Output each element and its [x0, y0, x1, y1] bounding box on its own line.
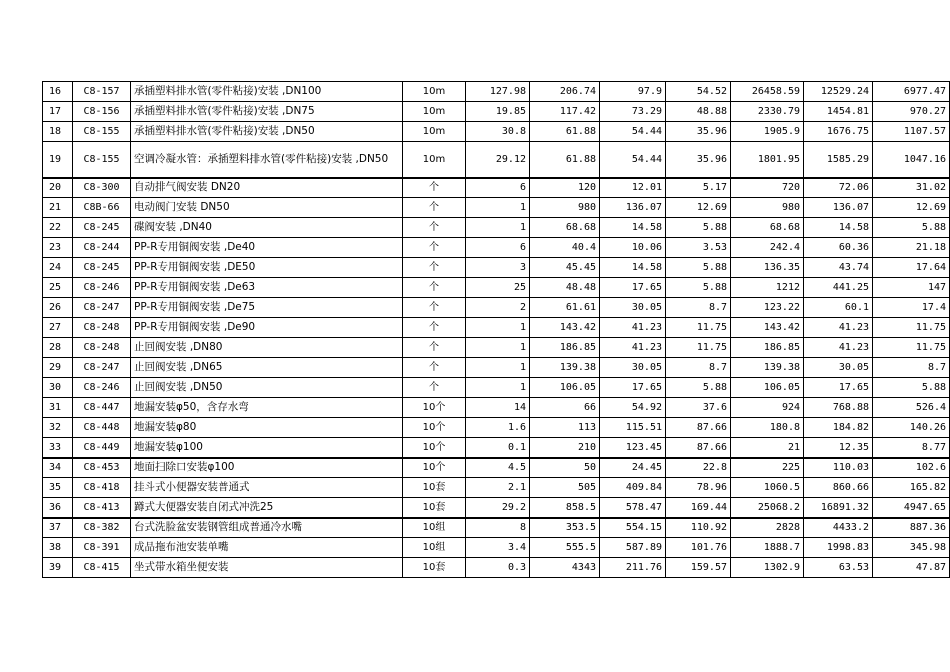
item-number: 28	[43, 338, 73, 358]
item-unit: 10套	[403, 478, 466, 498]
item-labor-cost: 14.58	[600, 258, 666, 278]
item-quantity: 0.1	[466, 438, 530, 458]
item-labor-cost: 10.06	[600, 238, 666, 258]
table-row	[43, 298, 950, 318]
item-total-price: 1801.95	[731, 142, 804, 178]
item-labor-cost: 211.76	[600, 558, 666, 578]
item-code: C8-447	[73, 398, 131, 418]
item-quantity: 3	[466, 258, 530, 278]
item-labor-total: 110.03	[804, 458, 873, 478]
item-code: C8-247	[73, 358, 131, 378]
item-labor-cost: 409.84	[600, 478, 666, 498]
item-name: 承插塑料排水管(零件粘接)安装 ,DN75	[131, 102, 403, 122]
item-quantity: 2	[466, 298, 530, 318]
table-row	[43, 218, 950, 238]
item-machine-total: 17.4	[873, 298, 950, 318]
item-quantity: 2.1	[466, 478, 530, 498]
item-machine-total: 17.64	[873, 258, 950, 278]
item-unit: 10组	[403, 518, 466, 538]
item-total-price: 2330.79	[731, 102, 804, 122]
item-labor-cost: 97.9	[600, 82, 666, 102]
item-machine-cost: 87.66	[666, 438, 731, 458]
item-code: C8-448	[73, 418, 131, 438]
item-machine-total: 21.18	[873, 238, 950, 258]
item-quantity: 29.12	[466, 142, 530, 178]
quantity-table	[42, 81, 950, 578]
item-labor-cost: 14.58	[600, 218, 666, 238]
item-name: 成品拖布池安装单嘴	[131, 538, 403, 558]
item-total-price: 980	[731, 198, 804, 218]
item-labor-cost: 17.65	[600, 378, 666, 398]
item-base-price: 353.5	[530, 518, 600, 538]
table-row	[43, 478, 950, 498]
item-labor-cost: 30.05	[600, 298, 666, 318]
item-machine-cost: 110.92	[666, 518, 731, 538]
item-base-price: 61.88	[530, 122, 600, 142]
item-labor-total: 30.05	[804, 358, 873, 378]
item-labor-cost: 41.23	[600, 318, 666, 338]
item-quantity: 4.5	[466, 458, 530, 478]
item-labor-cost: 24.45	[600, 458, 666, 478]
item-number: 16	[43, 82, 73, 102]
item-labor-total: 136.07	[804, 198, 873, 218]
item-code: C8-155	[73, 142, 131, 178]
item-name: 空调冷凝水管：承插塑料排水管(零件粘接)安装 ,DN50	[131, 142, 403, 178]
item-number: 37	[43, 518, 73, 538]
item-machine-total: 8.77	[873, 438, 950, 458]
item-quantity: 29.2	[466, 498, 530, 518]
item-machine-total: 8.7	[873, 358, 950, 378]
item-quantity: 30.8	[466, 122, 530, 142]
item-base-price: 113	[530, 418, 600, 438]
item-code: C8-246	[73, 278, 131, 298]
item-machine-total: 140.26	[873, 418, 950, 438]
item-unit: 个	[403, 358, 466, 378]
item-unit: 个	[403, 218, 466, 238]
item-labor-total: 12529.24	[804, 82, 873, 102]
item-total-price: 2828	[731, 518, 804, 538]
item-machine-total: 4947.65	[873, 498, 950, 518]
item-code: C8-248	[73, 318, 131, 338]
item-quantity: 6	[466, 238, 530, 258]
item-machine-cost: 5.88	[666, 218, 731, 238]
item-labor-total: 4433.2	[804, 518, 873, 538]
item-unit: 10个	[403, 398, 466, 418]
item-code: C8-247	[73, 298, 131, 318]
item-labor-total: 768.88	[804, 398, 873, 418]
item-labor-total: 1585.29	[804, 142, 873, 178]
item-machine-total: 12.69	[873, 198, 950, 218]
item-base-price: 505	[530, 478, 600, 498]
item-total-price: 924	[731, 398, 804, 418]
table-row	[43, 82, 950, 102]
item-code: C8-391	[73, 538, 131, 558]
item-quantity: 8	[466, 518, 530, 538]
item-name: 止回阀安装 ,DN65	[131, 358, 403, 378]
item-code: C8-246	[73, 378, 131, 398]
table-row	[43, 198, 950, 218]
item-base-price: 858.5	[530, 498, 600, 518]
item-name: 承插塑料排水管(零件粘接)安装 ,DN50	[131, 122, 403, 142]
item-machine-total: 11.75	[873, 318, 950, 338]
item-machine-cost: 37.6	[666, 398, 731, 418]
item-total-price: 68.68	[731, 218, 804, 238]
item-code: C8-245	[73, 258, 131, 278]
item-machine-total: 1107.57	[873, 122, 950, 142]
item-machine-cost: 8.7	[666, 358, 731, 378]
item-total-price: 136.35	[731, 258, 804, 278]
item-total-price: 26458.59	[731, 82, 804, 102]
item-labor-total: 860.66	[804, 478, 873, 498]
item-labor-cost: 54.44	[600, 122, 666, 142]
table-row	[43, 338, 950, 358]
item-base-price: 555.5	[530, 538, 600, 558]
item-machine-cost: 101.76	[666, 538, 731, 558]
item-labor-cost: 17.65	[600, 278, 666, 298]
item-number: 22	[43, 218, 73, 238]
item-machine-cost: 5.88	[666, 278, 731, 298]
item-total-price: 1888.7	[731, 538, 804, 558]
item-labor-total: 12.35	[804, 438, 873, 458]
item-code: C8-156	[73, 102, 131, 122]
item-number: 17	[43, 102, 73, 122]
item-base-price: 120	[530, 178, 600, 198]
item-number: 27	[43, 318, 73, 338]
item-total-price: 242.4	[731, 238, 804, 258]
item-quantity: 1.6	[466, 418, 530, 438]
item-name: 地面扫除口安装φ100	[131, 458, 403, 478]
item-number: 39	[43, 558, 73, 578]
item-labor-cost: 136.07	[600, 198, 666, 218]
item-code: C8-155	[73, 122, 131, 142]
item-machine-total: 526.4	[873, 398, 950, 418]
item-labor-total: 1676.75	[804, 122, 873, 142]
item-labor-total: 41.23	[804, 318, 873, 338]
item-labor-cost: 73.29	[600, 102, 666, 122]
item-base-price: 139.38	[530, 358, 600, 378]
item-name: PP-R专用铜阀安装 ,DE50	[131, 258, 403, 278]
item-code: C8-248	[73, 338, 131, 358]
item-number: 38	[43, 538, 73, 558]
table-row	[43, 558, 950, 578]
item-quantity: 0.3	[466, 558, 530, 578]
item-number: 21	[43, 198, 73, 218]
item-machine-total: 11.75	[873, 338, 950, 358]
item-labor-total: 1998.83	[804, 538, 873, 558]
table-row	[43, 518, 950, 538]
item-name: 止回阀安装 ,DN50	[131, 378, 403, 398]
item-machine-cost: 5.88	[666, 378, 731, 398]
item-name: 台式洗脸盆安装钢管组成普通冷水嘴	[131, 518, 403, 538]
item-quantity: 1	[466, 198, 530, 218]
item-labor-cost: 578.47	[600, 498, 666, 518]
item-labor-total: 1454.81	[804, 102, 873, 122]
item-machine-cost: 12.69	[666, 198, 731, 218]
item-labor-cost: 115.51	[600, 418, 666, 438]
item-code: C8-300	[73, 178, 131, 198]
table-body	[43, 82, 950, 578]
item-number: 34	[43, 458, 73, 478]
item-machine-cost: 11.75	[666, 318, 731, 338]
item-machine-cost: 3.53	[666, 238, 731, 258]
item-unit: 10组	[403, 538, 466, 558]
item-number: 24	[43, 258, 73, 278]
item-machine-cost: 35.96	[666, 142, 731, 178]
item-name: 蹲式大便器安装自闭式冲洗25	[131, 498, 403, 518]
item-machine-cost: 87.66	[666, 418, 731, 438]
item-machine-cost: 5.17	[666, 178, 731, 198]
item-code: C8-382	[73, 518, 131, 538]
item-base-price: 206.74	[530, 82, 600, 102]
item-base-price: 66	[530, 398, 600, 418]
item-unit: 10个	[403, 438, 466, 458]
item-base-price: 4343	[530, 558, 600, 578]
item-quantity: 1	[466, 338, 530, 358]
item-number: 20	[43, 178, 73, 198]
table-row	[43, 438, 950, 458]
table-row	[43, 142, 950, 178]
item-number: 18	[43, 122, 73, 142]
item-base-price: 61.61	[530, 298, 600, 318]
item-total-price: 123.22	[731, 298, 804, 318]
item-quantity: 127.98	[466, 82, 530, 102]
item-unit: 个	[403, 298, 466, 318]
item-base-price: 106.05	[530, 378, 600, 398]
item-unit: 个	[403, 378, 466, 398]
item-unit: 10个	[403, 458, 466, 478]
item-name: PP-R专用铜阀安装 ,De40	[131, 238, 403, 258]
item-number: 35	[43, 478, 73, 498]
item-unit: 个	[403, 258, 466, 278]
item-total-price: 1302.9	[731, 558, 804, 578]
item-name: PP-R专用铜阀安装 ,De75	[131, 298, 403, 318]
item-name: 电动阀门安装 DN50	[131, 198, 403, 218]
item-code: C8-453	[73, 458, 131, 478]
item-labor-cost: 54.44	[600, 142, 666, 178]
item-labor-total: 63.53	[804, 558, 873, 578]
table-row	[43, 458, 950, 478]
item-unit: 10套	[403, 498, 466, 518]
table-row	[43, 418, 950, 438]
item-code: C8-245	[73, 218, 131, 238]
table-row	[43, 278, 950, 298]
item-labor-total: 43.74	[804, 258, 873, 278]
item-labor-cost: 30.05	[600, 358, 666, 378]
item-machine-cost: 8.7	[666, 298, 731, 318]
item-machine-total: 970.27	[873, 102, 950, 122]
item-machine-total: 5.88	[873, 378, 950, 398]
item-number: 30	[43, 378, 73, 398]
item-name: PP-R专用铜阀安装 ,De90	[131, 318, 403, 338]
table-row	[43, 318, 950, 338]
item-labor-total: 72.06	[804, 178, 873, 198]
item-total-price: 25068.2	[731, 498, 804, 518]
item-machine-total: 1047.16	[873, 142, 950, 178]
item-labor-cost: 12.01	[600, 178, 666, 198]
item-total-price: 139.38	[731, 358, 804, 378]
item-labor-cost: 587.89	[600, 538, 666, 558]
item-number: 32	[43, 418, 73, 438]
item-base-price: 40.4	[530, 238, 600, 258]
item-labor-total: 60.1	[804, 298, 873, 318]
item-name: PP-R专用铜阀安装 ,De63	[131, 278, 403, 298]
item-machine-cost: 78.96	[666, 478, 731, 498]
item-unit: 个	[403, 278, 466, 298]
item-quantity: 1	[466, 218, 530, 238]
item-machine-total: 5.88	[873, 218, 950, 238]
item-number: 23	[43, 238, 73, 258]
item-labor-total: 441.25	[804, 278, 873, 298]
item-total-price: 1212	[731, 278, 804, 298]
item-base-price: 143.42	[530, 318, 600, 338]
item-total-price: 186.85	[731, 338, 804, 358]
table-row	[43, 122, 950, 142]
item-labor-cost: 41.23	[600, 338, 666, 358]
item-code: C8-157	[73, 82, 131, 102]
item-quantity: 25	[466, 278, 530, 298]
table-row	[43, 258, 950, 278]
item-total-price: 21	[731, 438, 804, 458]
item-code: C8-418	[73, 478, 131, 498]
item-total-price: 143.42	[731, 318, 804, 338]
item-base-price: 980	[530, 198, 600, 218]
item-total-price: 1905.9	[731, 122, 804, 142]
item-name: 地漏安装φ50，含存水弯	[131, 398, 403, 418]
item-unit: 10m	[403, 142, 466, 178]
item-total-price: 720	[731, 178, 804, 198]
item-unit: 个	[403, 198, 466, 218]
item-machine-cost: 35.96	[666, 122, 731, 142]
item-unit: 10m	[403, 122, 466, 142]
item-machine-cost: 11.75	[666, 338, 731, 358]
item-machine-cost: 159.57	[666, 558, 731, 578]
item-total-price: 225	[731, 458, 804, 478]
item-base-price: 45.45	[530, 258, 600, 278]
item-unit: 个	[403, 178, 466, 198]
item-total-price: 106.05	[731, 378, 804, 398]
item-quantity: 3.4	[466, 538, 530, 558]
table-row	[43, 238, 950, 258]
item-labor-total: 16891.32	[804, 498, 873, 518]
item-unit: 个	[403, 238, 466, 258]
item-machine-total: 887.36	[873, 518, 950, 538]
item-machine-total: 6977.47	[873, 82, 950, 102]
item-machine-cost: 169.44	[666, 498, 731, 518]
item-name: 承插塑料排水管(零件粘接)安装 ,DN100	[131, 82, 403, 102]
item-unit: 10套	[403, 558, 466, 578]
item-quantity: 1	[466, 378, 530, 398]
item-number: 31	[43, 398, 73, 418]
item-number: 33	[43, 438, 73, 458]
item-machine-total: 165.82	[873, 478, 950, 498]
table-row	[43, 398, 950, 418]
item-machine-total: 31.02	[873, 178, 950, 198]
item-code: C8-413	[73, 498, 131, 518]
item-name: 坐式带水箱坐便安装	[131, 558, 403, 578]
item-unit: 10m	[403, 82, 466, 102]
item-name: 挂斗式小便器安装普通式	[131, 478, 403, 498]
item-labor-total: 17.65	[804, 378, 873, 398]
item-machine-cost: 48.88	[666, 102, 731, 122]
item-labor-cost: 54.92	[600, 398, 666, 418]
item-unit: 10个	[403, 418, 466, 438]
item-base-price: 61.88	[530, 142, 600, 178]
item-machine-cost: 5.88	[666, 258, 731, 278]
item-number: 19	[43, 142, 73, 178]
item-number: 29	[43, 358, 73, 378]
item-quantity: 6	[466, 178, 530, 198]
table-row	[43, 378, 950, 398]
item-machine-total: 47.87	[873, 558, 950, 578]
item-name: 地漏安装φ80	[131, 418, 403, 438]
item-code: C8-415	[73, 558, 131, 578]
item-labor-cost: 123.45	[600, 438, 666, 458]
item-code: C8-449	[73, 438, 131, 458]
item-total-price: 1060.5	[731, 478, 804, 498]
item-name: 地漏安装φ100	[131, 438, 403, 458]
item-machine-total: 345.98	[873, 538, 950, 558]
item-number: 26	[43, 298, 73, 318]
item-base-price: 186.85	[530, 338, 600, 358]
item-quantity: 14	[466, 398, 530, 418]
table-row	[43, 178, 950, 198]
item-labor-total: 41.23	[804, 338, 873, 358]
item-base-price: 117.42	[530, 102, 600, 122]
item-total-price: 180.8	[731, 418, 804, 438]
item-base-price: 210	[530, 438, 600, 458]
table-row	[43, 102, 950, 122]
item-unit: 个	[403, 338, 466, 358]
item-quantity: 1	[466, 318, 530, 338]
table-row	[43, 358, 950, 378]
item-quantity: 19.85	[466, 102, 530, 122]
item-labor-cost: 554.15	[600, 518, 666, 538]
item-number: 36	[43, 498, 73, 518]
item-base-price: 50	[530, 458, 600, 478]
table-row	[43, 498, 950, 518]
item-number: 25	[43, 278, 73, 298]
item-labor-total: 14.58	[804, 218, 873, 238]
item-labor-total: 60.36	[804, 238, 873, 258]
table-row	[43, 538, 950, 558]
item-code: C8B-66	[73, 198, 131, 218]
item-name: 碟阀安装 ,DN40	[131, 218, 403, 238]
item-code: C8-244	[73, 238, 131, 258]
item-base-price: 68.68	[530, 218, 600, 238]
item-name: 止回阀安装 ,DN80	[131, 338, 403, 358]
item-base-price: 48.48	[530, 278, 600, 298]
item-machine-total: 102.6	[873, 458, 950, 478]
item-name: 自动排气阀安装 DN20	[131, 178, 403, 198]
item-labor-total: 184.82	[804, 418, 873, 438]
item-machine-cost: 22.8	[666, 458, 731, 478]
item-machine-cost: 54.52	[666, 82, 731, 102]
item-unit: 10m	[403, 102, 466, 122]
item-unit: 个	[403, 318, 466, 338]
item-machine-total: 147	[873, 278, 950, 298]
item-quantity: 1	[466, 358, 530, 378]
